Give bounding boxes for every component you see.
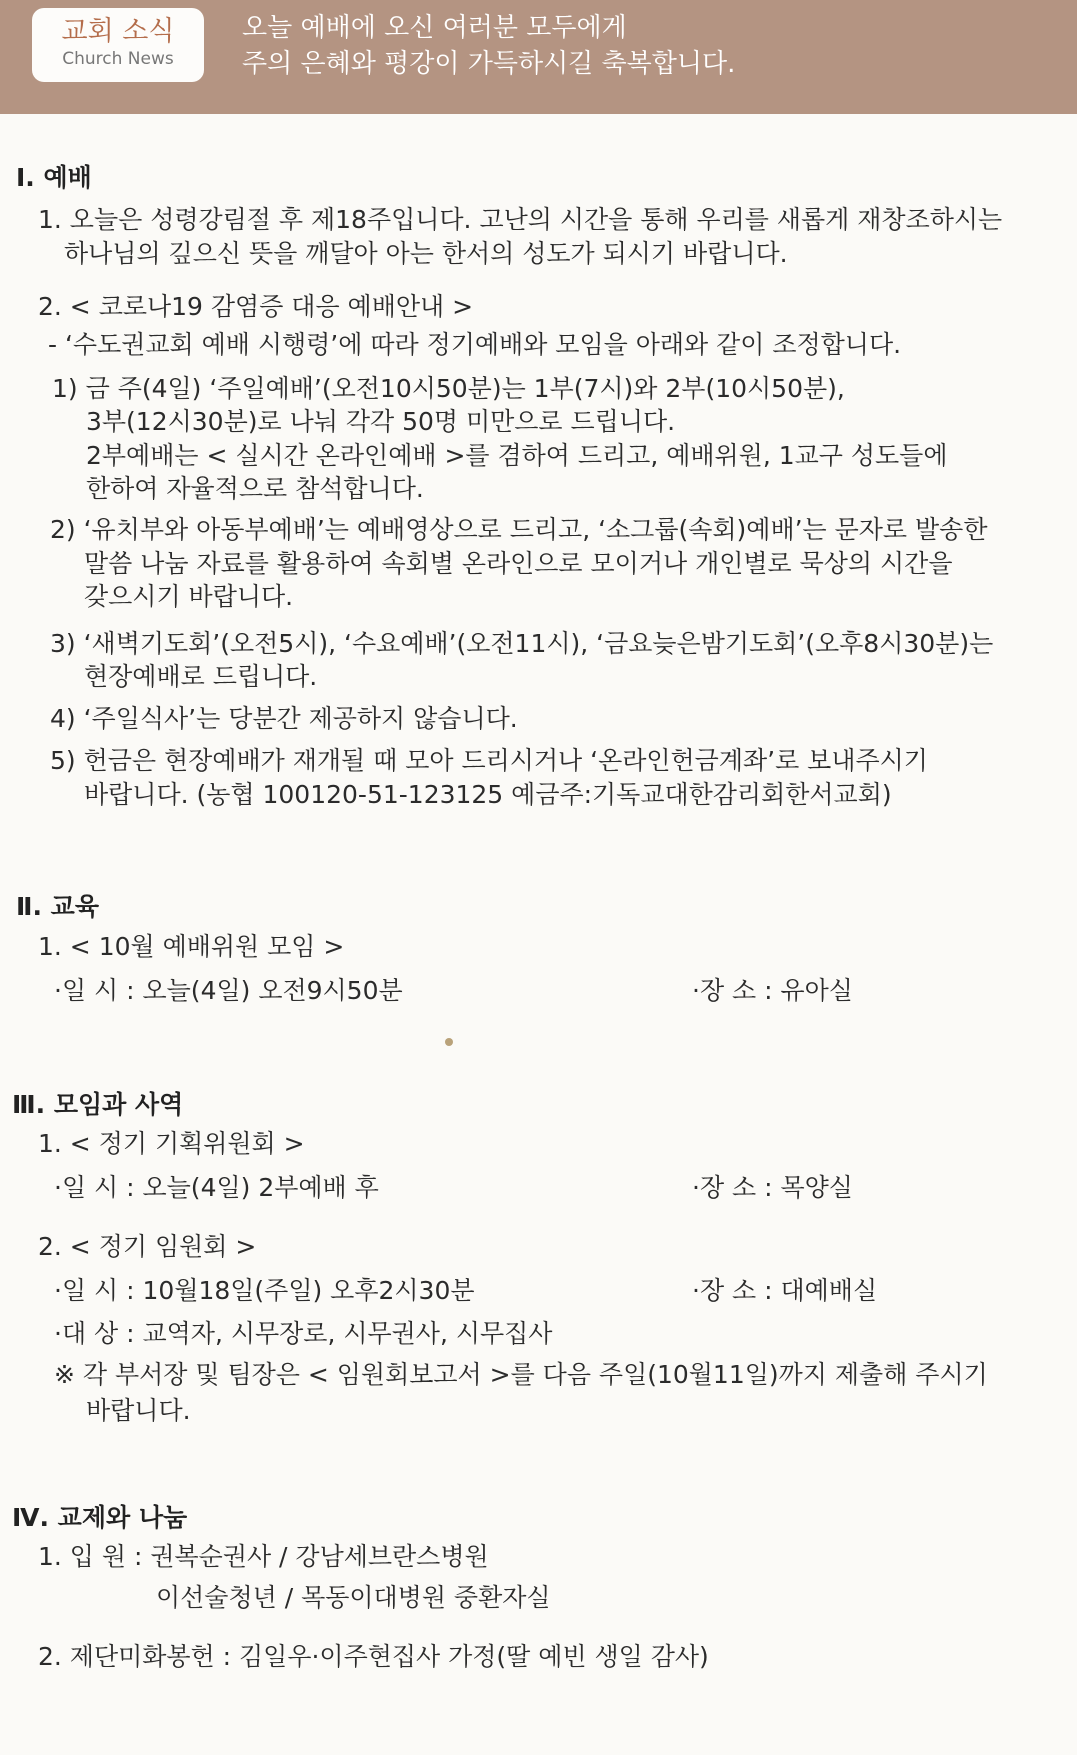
badge-title-en: Church News bbox=[62, 49, 174, 69]
meetings-item-1-place: ·장 소 : 목양실 bbox=[692, 1173, 853, 1202]
meetings-item-2-note-line-2: 바랍니다. bbox=[86, 1396, 191, 1425]
worship-point-5-line-2: 바랍니다. (농협 100120-51-123125 예금주:기독교대한감리회한서교회) bbox=[84, 780, 892, 809]
education-item-1-title: 1. < 10월 예배위원 모임 > bbox=[38, 932, 345, 961]
badge-title-ko: 교회 소식 bbox=[61, 16, 175, 47]
worship-point-4-line-1: 4) ‘주일식사’는 당분간 제공하지 않습니다. bbox=[50, 704, 518, 733]
section-title-education: Ⅱ. 교육 bbox=[16, 892, 99, 921]
greeting bbox=[242, 10, 735, 82]
education-item-1-place: ·장 소 : 유아실 bbox=[692, 976, 853, 1005]
worship-point-2-line-3: 갖으시기 바랍니다. bbox=[84, 582, 294, 611]
worship-point-1-line-3: 2부예배는 < 실시간 온라인예배 >를 겸하여 드리고, 예배위원, 1교구 성도들에 bbox=[86, 441, 948, 470]
greeting-line-2: 주의 은혜와 평강이 가득하시길 축복합니다. bbox=[242, 49, 736, 79]
meetings-item-2-note-line-1: ※ 각 부서장 및 팀장은 < 임원회보고서 >를 다음 주일(10월11일)까지 제출해 주시기 bbox=[54, 1360, 988, 1389]
worship-point-1-line-4: 한하여 자율적으로 참석합니다. bbox=[86, 474, 424, 503]
worship-point-2-line-1: 2) ‘유치부와 아동부예배’는 예배영상으로 드리고, ‘소그룹(속회)예배’는 문자로 발송한 bbox=[50, 515, 988, 544]
meetings-item-2-title: 2. < 정기 임원회 > bbox=[38, 1232, 257, 1261]
worship-point-3-line-1: 3) ‘새벽기도회’(오전5시), ‘수요예배’(오전11시), ‘금요늦은밤기도회’(오후8시30분)는 bbox=[50, 629, 994, 658]
meetings-item-1-title: 1. < 정기 기획위원회 > bbox=[38, 1129, 305, 1158]
worship-item-2-title: 2. < 코로나19 감염증 대응 예배안내 > bbox=[38, 292, 474, 321]
worship-item-1-line-1: 1. 오늘은 성령강림절 후 제18주입니다. 고난의 시간을 통해 우리를 새롭게 재창조하시는 bbox=[38, 205, 1003, 234]
worship-point-1-line-2: 3부(12시30분)로 나눠 각각 50명 미만으로 드립니다. bbox=[86, 407, 676, 436]
section-title-meetings: Ⅲ. 모임과 사역 bbox=[12, 1090, 184, 1119]
fellowship-item-1-line-1: 1. 입 원 : 권복순권사 / 강남세브란스병원 bbox=[38, 1542, 489, 1571]
meetings-item-2-place: ·장 소 : 대예배실 bbox=[692, 1276, 878, 1305]
meetings-item-2-time: ·일 시 : 10월18일(주일) 오후2시30분 bbox=[54, 1276, 475, 1305]
worship-item-2-note: - ‘수도권교회 예배 시행령’에 따라 정기예배와 모임을 아래와 같이 조정합니다. bbox=[48, 330, 902, 359]
fellowship-item-1-line-2: 이선술청년 / 목동이대병원 중환자실 bbox=[156, 1583, 551, 1612]
header-banner bbox=[0, 0, 1077, 114]
decorative-dot bbox=[445, 1038, 453, 1046]
meetings-item-2-target: ·대 상 : 교역자, 시무장로, 시무권사, 시무집사 bbox=[54, 1319, 553, 1348]
worship-point-1-line-1: 1) 금 주(4일) ‘주일예배’(오전10시50분)는 1부(7시)와 2부(10시50분), bbox=[52, 374, 845, 403]
church-news-badge bbox=[32, 8, 204, 82]
section-title-fellowship: Ⅳ. 교제와 나눔 bbox=[12, 1503, 188, 1532]
greeting-line-1: 오늘 예배에 오신 여러분 모두에게 bbox=[242, 13, 627, 43]
education-item-1-time: ·일 시 : 오늘(4일) 오전9시50분 bbox=[54, 976, 403, 1005]
section-title-worship: Ⅰ. 예배 bbox=[16, 163, 92, 192]
worship-point-2-line-2: 말씀 나눔 자료를 활용하여 속회별 온라인으로 모이거나 개인별로 묵상의 시간을 bbox=[84, 549, 953, 578]
fellowship-item-2: 2. 제단미화봉헌 : 김일우·이주현집사 가정(딸 예빈 생일 감사) bbox=[38, 1642, 709, 1671]
meetings-item-1-time: ·일 시 : 오늘(4일) 2부예배 후 bbox=[54, 1173, 379, 1202]
worship-item-1-line-2: 하나님의 깊으신 뜻을 깨달아 아는 한서의 성도가 되시기 바랍니다. bbox=[64, 239, 788, 268]
worship-point-5-line-1: 5) 헌금은 현장예배가 재개될 때 모아 드리시거나 ‘온라인헌금계좌’로 보내주시기 bbox=[50, 746, 928, 775]
worship-point-3-line-2: 현장예배로 드립니다. bbox=[84, 662, 318, 691]
